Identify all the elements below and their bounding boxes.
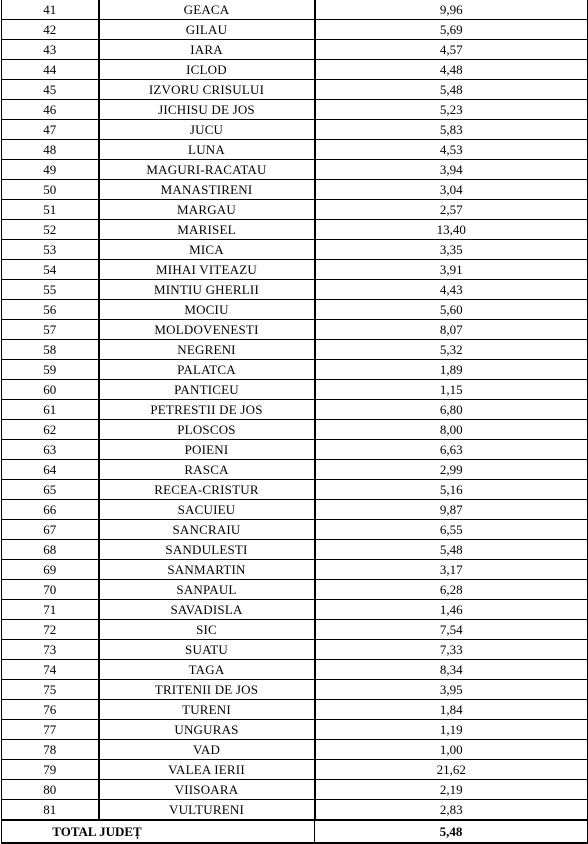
value-cell: 13,40: [315, 220, 588, 240]
table-row: [2, 0, 588, 20]
locality-name-cell: VALEA IERII: [99, 760, 315, 780]
value-cell: 5,60: [315, 300, 588, 320]
locality-name-cell: GEACA: [99, 0, 315, 20]
row-number-cell: 53: [2, 240, 99, 260]
locality-name-cell: TAGA: [99, 660, 315, 680]
locality-name-cell: VULTURENI: [99, 800, 315, 821]
table-row: [2, 440, 588, 460]
row-number-cell: 56: [2, 300, 99, 320]
value-cell: 2,99: [315, 460, 588, 480]
row-number-cell: 58: [2, 340, 99, 360]
value-cell: 7,33: [315, 640, 588, 660]
locality-name-cell: ICLOD: [99, 60, 315, 80]
value-cell: 8,07: [315, 320, 588, 340]
table-row: [2, 720, 588, 740]
locality-name-cell: UNGURAS: [99, 720, 315, 740]
value-cell: 3,91: [315, 260, 588, 280]
table-row: [2, 380, 588, 400]
locality-name-cell: MANASTIRENI: [99, 180, 315, 200]
table-row: [2, 480, 588, 500]
total-row: [2, 820, 588, 843]
table-row: [2, 180, 588, 200]
row-number-cell: 80: [2, 780, 99, 800]
table-row: [2, 660, 588, 680]
value-cell: 4,43: [315, 280, 588, 300]
locality-name-cell: RASCA: [99, 460, 315, 480]
row-number-cell: 57: [2, 320, 99, 340]
row-number-cell: 41: [2, 0, 99, 20]
locality-name-cell: SANPAUL: [99, 580, 315, 600]
total-label-cell: [2, 820, 315, 843]
row-number-cell: 47: [2, 120, 99, 140]
value-cell: 4,57: [315, 40, 588, 60]
locality-name-cell: POIENI: [99, 440, 315, 460]
row-number-cell: 67: [2, 520, 99, 540]
table-row: [2, 680, 588, 700]
value-cell: 7,54: [315, 620, 588, 640]
row-number-cell: 70: [2, 580, 99, 600]
row-number-cell: 68: [2, 540, 99, 560]
locality-name-cell: VIISOARA: [99, 780, 315, 800]
locality-name-cell: GILAU: [99, 20, 315, 40]
value-cell: 5,23: [315, 100, 588, 120]
locality-name-cell: TRITENII DE JOS: [99, 680, 315, 700]
table-row: [2, 540, 588, 560]
row-number-cell: 49: [2, 160, 99, 180]
value-cell: 3,95: [315, 680, 588, 700]
row-number-cell: 69: [2, 560, 99, 580]
row-number-cell: 61: [2, 400, 99, 420]
row-number-cell: 71: [2, 600, 99, 620]
row-number-cell: 81: [2, 800, 99, 821]
locality-name-cell: MARGAU: [99, 200, 315, 220]
value-cell: 1,15: [315, 380, 588, 400]
row-number-cell: 63: [2, 440, 99, 460]
row-number-cell: 64: [2, 460, 99, 480]
value-cell: 2,57: [315, 200, 588, 220]
value-cell: 9,96: [315, 0, 588, 20]
row-number-cell: 48: [2, 140, 99, 160]
data-table: [1, 0, 588, 844]
table-row: [2, 360, 588, 380]
locality-name-cell: LUNA: [99, 140, 315, 160]
row-number-cell: 62: [2, 420, 99, 440]
value-cell: 4,48: [315, 60, 588, 80]
table-row: [2, 800, 588, 821]
value-cell: 1,84: [315, 700, 588, 720]
locality-name-cell: JICHISU DE JOS: [99, 100, 315, 120]
table-row: [2, 240, 588, 260]
value-cell: 5,48: [315, 540, 588, 560]
value-cell: 3,04: [315, 180, 588, 200]
locality-name-cell: PALATCA: [99, 360, 315, 380]
value-cell: 5,16: [315, 480, 588, 500]
value-cell: 1,00: [315, 740, 588, 760]
table-row: [2, 160, 588, 180]
table-row: [2, 760, 588, 780]
value-cell: 6,80: [315, 400, 588, 420]
table-row: [2, 580, 588, 600]
row-number-cell: 51: [2, 200, 99, 220]
row-number-cell: 50: [2, 180, 99, 200]
value-cell: 5,83: [315, 120, 588, 140]
table-row: [2, 220, 588, 240]
table-row: [2, 20, 588, 40]
table-row: [2, 420, 588, 440]
locality-name-cell: MARISEL: [99, 220, 315, 240]
row-number-cell: 78: [2, 740, 99, 760]
locality-name-cell: MOCIU: [99, 300, 315, 320]
locality-name-cell: IZVORU CRISULUI: [99, 80, 315, 100]
value-cell: 8,34: [315, 660, 588, 680]
value-cell: 1,19: [315, 720, 588, 740]
table-row: [2, 740, 588, 760]
value-cell: 3,94: [315, 160, 588, 180]
row-number-cell: 66: [2, 500, 99, 520]
value-cell: 3,35: [315, 240, 588, 260]
locality-name-cell: RECEA-CRISTUR: [99, 480, 315, 500]
table-row: [2, 120, 588, 140]
row-number-cell: 76: [2, 700, 99, 720]
row-number-cell: 72: [2, 620, 99, 640]
table-row: [2, 600, 588, 620]
locality-name-cell: SUATU: [99, 640, 315, 660]
row-number-cell: 77: [2, 720, 99, 740]
locality-name-cell: MICA: [99, 240, 315, 260]
table-row: [2, 780, 588, 800]
row-number-cell: 73: [2, 640, 99, 660]
table-row: [2, 280, 588, 300]
table-row: [2, 340, 588, 360]
value-cell: 1,89: [315, 360, 588, 380]
table-row: [2, 140, 588, 160]
locality-name-cell: PETRESTII DE JOS: [99, 400, 315, 420]
row-number-cell: 45: [2, 80, 99, 100]
value-cell: 21,62: [315, 760, 588, 780]
value-cell: 3,17: [315, 560, 588, 580]
value-cell: 9,87: [315, 500, 588, 520]
locality-name-cell: VAD: [99, 740, 315, 760]
value-cell: 8,00: [315, 420, 588, 440]
row-number-cell: 44: [2, 60, 99, 80]
table-row: [2, 500, 588, 520]
table-row: [2, 60, 588, 80]
value-cell: 6,28: [315, 580, 588, 600]
locality-name-cell: JUCU: [99, 120, 315, 140]
table-row: [2, 700, 588, 720]
table-row: [2, 520, 588, 540]
row-number-cell: 75: [2, 680, 99, 700]
value-cell: 4,53: [315, 140, 588, 160]
locality-name-cell: SANDULESTI: [99, 540, 315, 560]
row-number-cell: 55: [2, 280, 99, 300]
locality-name-cell: SANMARTIN: [99, 560, 315, 580]
row-number-cell: 43: [2, 40, 99, 60]
value-cell: 1,46: [315, 600, 588, 620]
table-row: [2, 200, 588, 220]
table-row: [2, 320, 588, 340]
locality-name-cell: MIHAI VITEAZU: [99, 260, 315, 280]
value-cell: 5,48: [315, 80, 588, 100]
value-cell: 2,83: [315, 800, 588, 821]
row-number-cell: 46: [2, 100, 99, 120]
total-value-cell: 5,48: [315, 820, 588, 843]
locality-name-cell: SAVADISLA: [99, 600, 315, 620]
locality-name-cell: SIC: [99, 620, 315, 640]
locality-name-cell: MAGURI-RACATAU: [99, 160, 315, 180]
table-body: [2, 0, 588, 843]
row-number-cell: 65: [2, 480, 99, 500]
table-row: [2, 80, 588, 100]
row-number-cell: 42: [2, 20, 99, 40]
row-number-cell: 59: [2, 360, 99, 380]
locality-name-cell: MINTIU GHERLII: [99, 280, 315, 300]
locality-name-cell: PLOSCOS: [99, 420, 315, 440]
table-row: [2, 460, 588, 480]
locality-name-cell: MOLDOVENESTI: [99, 320, 315, 340]
locality-name-cell: IARA: [99, 40, 315, 60]
table-row: [2, 560, 588, 580]
table-row: [2, 300, 588, 320]
locality-name-cell: SACUIEU: [99, 500, 315, 520]
locality-name-cell: NEGRENI: [99, 340, 315, 360]
value-cell: 6,55: [315, 520, 588, 540]
table-row: [2, 260, 588, 280]
table-row: [2, 100, 588, 120]
row-number-cell: 54: [2, 260, 99, 280]
row-number-cell: 74: [2, 660, 99, 680]
locality-name-cell: PANTICEU: [99, 380, 315, 400]
value-cell: 6,63: [315, 440, 588, 460]
locality-name-cell: TURENI: [99, 700, 315, 720]
total-label: TOTAL JUDEȚ: [52, 824, 142, 839]
row-number-cell: 79: [2, 760, 99, 780]
value-cell: 5,69: [315, 20, 588, 40]
value-cell: 5,32: [315, 340, 588, 360]
table-row: [2, 620, 588, 640]
table-row: [2, 640, 588, 660]
row-number-cell: 60: [2, 380, 99, 400]
locality-name-cell: SANCRAIU: [99, 520, 315, 540]
value-cell: 2,19: [315, 780, 588, 800]
table-row: [2, 400, 588, 420]
table-row: [2, 40, 588, 60]
row-number-cell: 52: [2, 220, 99, 240]
